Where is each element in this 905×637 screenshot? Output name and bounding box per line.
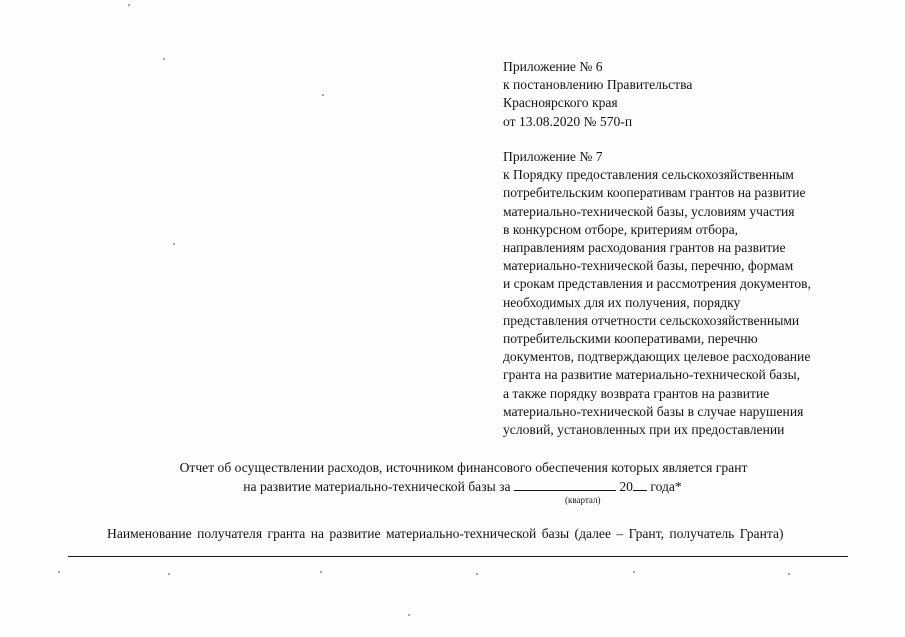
- scan-speck: [408, 614, 410, 616]
- scan-speck: [320, 571, 322, 573]
- scan-speck: [168, 573, 170, 575]
- appendix-6-line: к постановлению Правительства: [503, 77, 693, 93]
- appendix-7-line: направлениям расходования грантов на развитие: [503, 240, 786, 256]
- report-title-prefix: на развитие материально-технической базы за: [243, 479, 511, 495]
- appendix-7-line: потребительскими кооперативами, перечню: [503, 331, 758, 347]
- quarter-hint: (квартал): [565, 495, 601, 505]
- appendix-7-line: и срокам представления и рассмотрения документов,: [503, 276, 811, 292]
- appendix-7-line: материально-технической базы, условиям участия: [503, 203, 795, 219]
- appendix-7-line: Приложение № 7: [503, 149, 603, 164]
- appendix-7-line: представления отчетности сельскохозяйственными: [503, 312, 800, 328]
- year-blank-field[interactable]: [633, 477, 647, 491]
- quarter-blank-field[interactable]: [514, 477, 616, 491]
- appendix-7-line: необходимых для их получения, порядку: [503, 294, 741, 310]
- appendix-6-line: от 13.08.2020 № 570-п: [503, 113, 633, 129]
- appendix-6-header: [503, 58, 692, 131]
- scan-speck: [58, 571, 60, 573]
- scan-speck: [163, 58, 165, 60]
- scan-speck: [476, 573, 478, 575]
- scan-speck: [633, 571, 635, 573]
- appendix-7-line: в конкурсном отборе, критериям отбора,: [503, 221, 739, 237]
- report-title: [0, 459, 905, 497]
- report-title-suffix: года*: [650, 479, 682, 495]
- scan-speck: [173, 243, 175, 245]
- appendix-6-line: Красноярского края: [503, 95, 618, 111]
- report-title-line-2: [0, 477, 905, 496]
- report-title-line-1: Отчет об осуществлении расходов, источником финансового обеспечения которых является грант: [179, 460, 748, 475]
- scan-speck: [128, 4, 130, 6]
- year-prefix: 20: [619, 479, 633, 495]
- recipient-label: Наименование получателя гранта на развитие материально-технической базы (далее – Грант, получатель Гранта): [107, 526, 784, 541]
- appendix-7-header: [503, 148, 811, 439]
- appendix-7-line: материально-технической базы в случае нарушения: [503, 403, 804, 419]
- appendix-7-line: условий, установленных при их предоставлении: [503, 422, 785, 438]
- appendix-7-line: гранта на развитие материально-технической базы,: [503, 367, 801, 383]
- appendix-7-line: потребительским кооперативам грантов на развитие: [503, 185, 806, 201]
- appendix-7-line: документов, подтверждающих целевое расходование: [503, 349, 811, 365]
- scan-speck: [788, 573, 790, 575]
- appendix-7-line: к Порядку предоставления сельскохозяйственным: [503, 167, 794, 183]
- scan-speck: [322, 94, 324, 96]
- appendix-6-line: Приложение № 6: [503, 59, 603, 74]
- appendix-7-line: а также порядку возврата грантов на развитие: [503, 385, 770, 401]
- recipient-name-line[interactable]: [68, 556, 848, 557]
- appendix-7-line: материально-технической базы, перечню, формам: [503, 258, 794, 274]
